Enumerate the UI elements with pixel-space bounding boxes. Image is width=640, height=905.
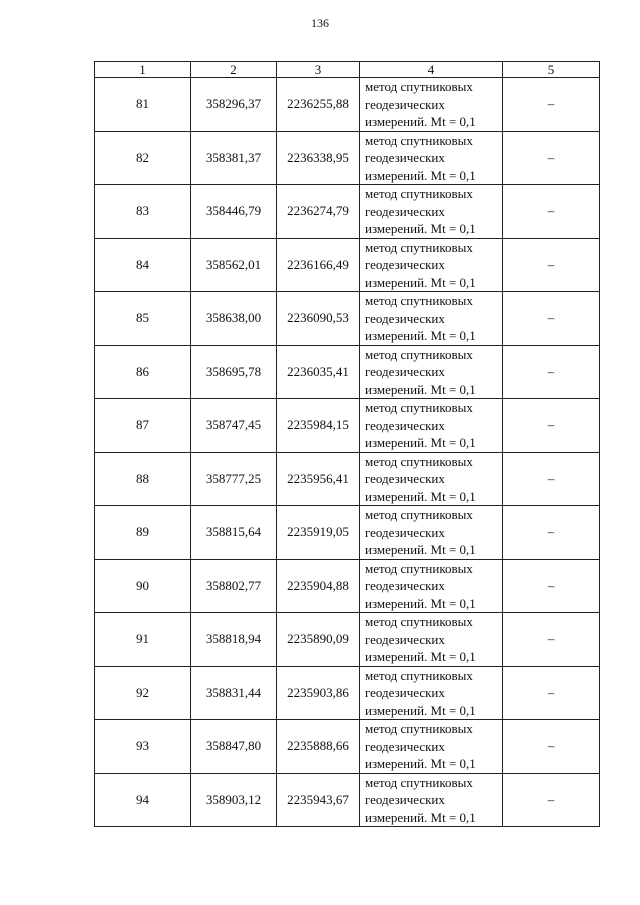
y-coordinate-cell: 2235984,15 xyxy=(277,399,360,453)
method-line: измерений. Mt = 0,1 xyxy=(365,595,476,611)
coordinates-table xyxy=(94,61,600,827)
method-cell xyxy=(360,78,503,132)
column-5-cell: – xyxy=(503,78,600,132)
x-coordinate-cell: 358638,00 xyxy=(191,292,277,346)
table-row xyxy=(95,399,600,453)
table-row xyxy=(95,185,600,239)
y-coordinate-cell: 2236035,41 xyxy=(277,345,360,399)
column-header-1: 1 xyxy=(95,62,191,78)
method-cell xyxy=(360,720,503,774)
method-line: метод спутниковых xyxy=(365,132,473,148)
method-cell xyxy=(360,559,503,613)
method-cell xyxy=(360,452,503,506)
column-header-2: 2 xyxy=(191,62,277,78)
x-coordinate-cell: 358296,37 xyxy=(191,78,277,132)
y-coordinate-cell: 2236338,95 xyxy=(277,131,360,185)
point-number-cell: 94 xyxy=(95,773,191,827)
method-cell xyxy=(360,666,503,720)
table-row xyxy=(95,506,600,560)
point-number-cell: 82 xyxy=(95,131,191,185)
method-line: измерений. Mt = 0,1 xyxy=(365,328,476,343)
table-row xyxy=(95,452,600,506)
column-5-cell: – xyxy=(503,345,600,399)
x-coordinate-cell: 358562,01 xyxy=(191,238,277,292)
method-line: измерений. Mt = 0,1 xyxy=(365,274,476,290)
method-line: метод спутниковых xyxy=(365,400,473,415)
y-coordinate-cell: 2235888,66 xyxy=(277,720,360,774)
method-cell xyxy=(360,506,503,560)
method-line: измерений. Mt = 0,1 xyxy=(365,221,476,236)
method-line: геодезических xyxy=(365,792,445,807)
point-number-cell: 81 xyxy=(95,78,191,132)
column-5-cell: – xyxy=(503,131,600,185)
column-5-cell: – xyxy=(503,506,600,560)
x-coordinate-cell: 358777,25 xyxy=(191,452,277,506)
column-5-cell: – xyxy=(503,773,600,827)
column-5-cell: – xyxy=(503,452,600,506)
column-5-cell: – xyxy=(503,666,600,720)
method-cell xyxy=(360,131,503,185)
method-line: измерений. Mt = 0,1 xyxy=(365,167,476,183)
method-line: метод спутниковых xyxy=(365,293,473,308)
y-coordinate-cell: 2235904,88 xyxy=(277,559,360,613)
y-coordinate-cell: 2236255,88 xyxy=(277,78,360,132)
y-coordinate-cell: 2235890,09 xyxy=(277,613,360,667)
method-cell xyxy=(360,613,503,667)
method-line: метод спутниковых xyxy=(365,346,473,362)
point-number-cell: 84 xyxy=(95,238,191,292)
method-line: геодезических xyxy=(365,685,445,700)
point-number-cell: 86 xyxy=(95,345,191,399)
y-coordinate-cell: 2235956,41 xyxy=(277,452,360,506)
x-coordinate-cell: 358818,94 xyxy=(191,613,277,667)
table-row xyxy=(95,613,600,667)
method-line: геодезических xyxy=(365,257,445,272)
method-line: метод спутниковых xyxy=(365,186,473,201)
method-cell xyxy=(360,773,503,827)
x-coordinate-cell: 358381,37 xyxy=(191,131,277,185)
method-line: геодезических xyxy=(365,524,445,540)
method-line: измерений. Mt = 0,1 xyxy=(365,702,476,718)
table-header-row xyxy=(95,62,600,78)
column-header-3: 3 xyxy=(277,62,360,78)
method-line: геодезических xyxy=(365,417,445,433)
table-row xyxy=(95,559,600,613)
table-row xyxy=(95,78,600,132)
table-row xyxy=(95,238,600,292)
method-line: метод спутниковых xyxy=(365,667,473,683)
y-coordinate-cell: 2236166,49 xyxy=(277,238,360,292)
x-coordinate-cell: 358802,77 xyxy=(191,559,277,613)
method-line: геодезических xyxy=(365,96,445,112)
table-row xyxy=(95,666,600,720)
table-row xyxy=(95,773,600,827)
point-number-cell: 91 xyxy=(95,613,191,667)
table-row xyxy=(95,720,600,774)
point-number-cell: 89 xyxy=(95,506,191,560)
point-number-cell: 92 xyxy=(95,666,191,720)
method-line: геодезических xyxy=(365,150,445,165)
method-cell xyxy=(360,399,503,453)
x-coordinate-cell: 358831,44 xyxy=(191,666,277,720)
method-line: метод спутниковых xyxy=(365,79,473,94)
method-line: измерений. Mt = 0,1 xyxy=(365,381,476,397)
x-coordinate-cell: 358695,78 xyxy=(191,345,277,399)
column-header-5: 5 xyxy=(503,62,600,78)
method-line: метод спутниковых xyxy=(365,774,473,790)
method-line: измерений. Mt = 0,1 xyxy=(365,435,476,450)
method-line: измерений. Mt = 0,1 xyxy=(365,809,476,825)
method-line: метод спутниковых xyxy=(365,507,473,522)
method-line: метод спутниковых xyxy=(365,453,473,469)
x-coordinate-cell: 358903,12 xyxy=(191,773,277,827)
table-row xyxy=(95,131,600,185)
method-line: измерений. Mt = 0,1 xyxy=(365,114,476,129)
method-cell xyxy=(360,345,503,399)
point-number-cell: 88 xyxy=(95,452,191,506)
column-5-cell: – xyxy=(503,292,600,346)
column-5-cell: – xyxy=(503,238,600,292)
column-5-cell: – xyxy=(503,185,600,239)
x-coordinate-cell: 358446,79 xyxy=(191,185,277,239)
method-line: геодезических xyxy=(365,364,445,379)
method-line: измерений. Mt = 0,1 xyxy=(365,649,476,664)
point-number-cell: 93 xyxy=(95,720,191,774)
method-line: геодезических xyxy=(365,578,445,593)
method-line: геодезических xyxy=(365,203,445,219)
table-row xyxy=(95,292,600,346)
x-coordinate-cell: 358747,45 xyxy=(191,399,277,453)
y-coordinate-cell: 2235903,86 xyxy=(277,666,360,720)
method-line: измерений. Mt = 0,1 xyxy=(365,488,476,504)
method-line: метод спутниковых xyxy=(365,560,473,576)
method-cell xyxy=(360,292,503,346)
table-row xyxy=(95,345,600,399)
y-coordinate-cell: 2236274,79 xyxy=(277,185,360,239)
column-5-cell: – xyxy=(503,613,600,667)
page-number: 136 xyxy=(311,16,329,30)
method-line: метод спутниковых xyxy=(365,721,473,736)
y-coordinate-cell: 2236090,53 xyxy=(277,292,360,346)
column-header-4: 4 xyxy=(360,62,503,78)
method-line: метод спутниковых xyxy=(365,614,473,629)
column-5-cell: – xyxy=(503,399,600,453)
method-line: геодезических xyxy=(365,471,445,486)
method-cell xyxy=(360,238,503,292)
method-line: геодезических xyxy=(365,631,445,647)
method-line: измерений. Mt = 0,1 xyxy=(365,542,476,557)
point-number-cell: 85 xyxy=(95,292,191,346)
column-5-cell: – xyxy=(503,559,600,613)
point-number-cell: 90 xyxy=(95,559,191,613)
y-coordinate-cell: 2235943,67 xyxy=(277,773,360,827)
point-number-cell: 83 xyxy=(95,185,191,239)
method-line: геодезических xyxy=(365,738,445,754)
point-number-cell: 87 xyxy=(95,399,191,453)
x-coordinate-cell: 358815,64 xyxy=(191,506,277,560)
method-line: геодезических xyxy=(365,310,445,326)
method-line: измерений. Mt = 0,1 xyxy=(365,756,476,771)
column-5-cell: – xyxy=(503,720,600,774)
method-line: метод спутниковых xyxy=(365,239,473,255)
method-cell xyxy=(360,185,503,239)
x-coordinate-cell: 358847,80 xyxy=(191,720,277,774)
y-coordinate-cell: 2235919,05 xyxy=(277,506,360,560)
